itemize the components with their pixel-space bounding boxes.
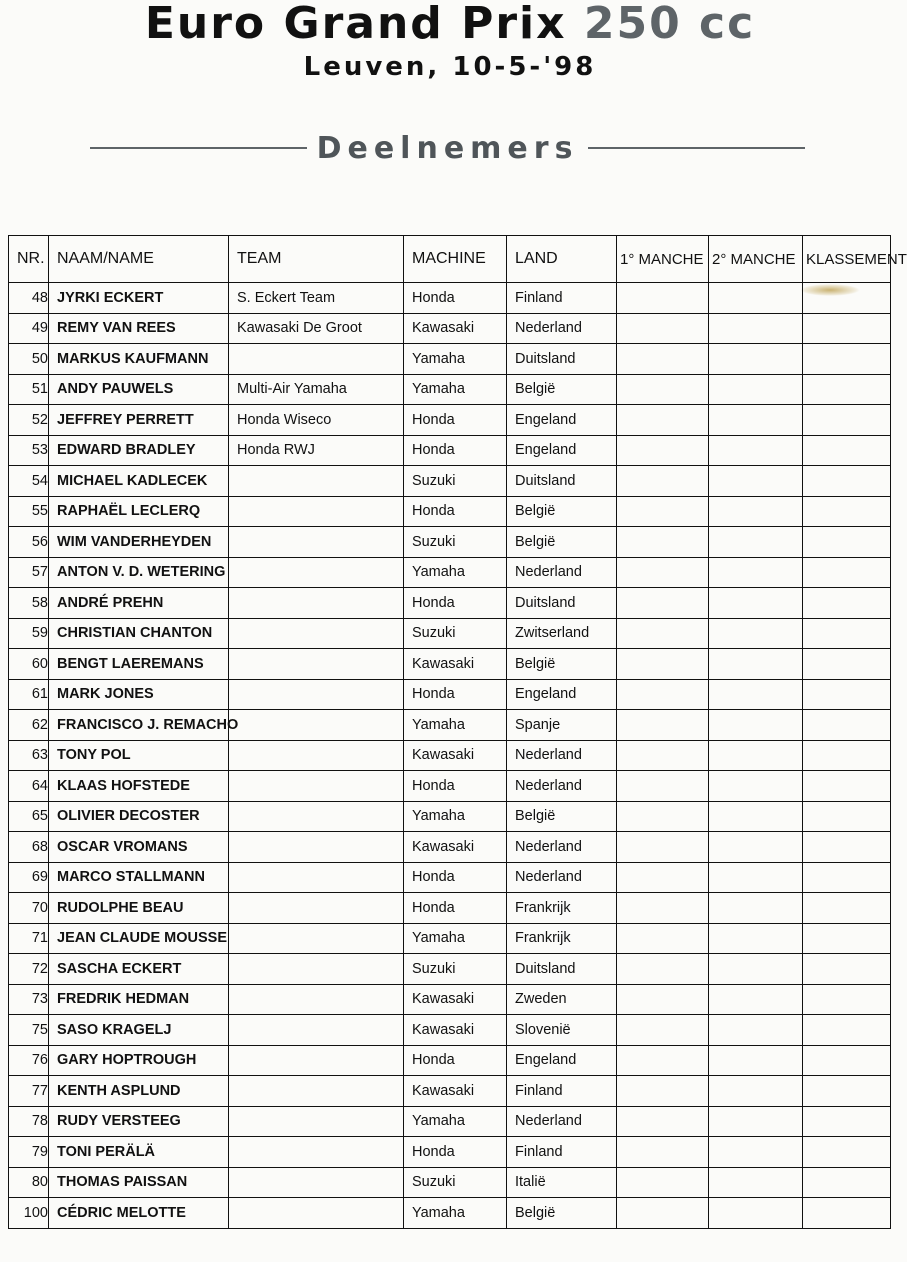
result-manche-2 — [709, 954, 803, 985]
column-header-manche-2: 2° MANCHE — [709, 236, 803, 283]
rider-team — [229, 984, 404, 1015]
rider-country: Nederland — [507, 740, 617, 771]
rider-team — [229, 1137, 404, 1168]
section-title: Deelnemers — [316, 130, 579, 166]
result-klassement — [803, 649, 891, 680]
result-manche-1 — [617, 954, 709, 985]
rider-number: 73 — [9, 984, 49, 1015]
rider-number: 56 — [9, 527, 49, 558]
result-manche-1 — [617, 435, 709, 466]
result-manche-2 — [709, 435, 803, 466]
rider-machine: Honda — [404, 1137, 507, 1168]
rider-name: OLIVIER DECOSTER — [49, 801, 229, 832]
result-klassement — [803, 801, 891, 832]
table-row — [9, 1167, 891, 1198]
rider-number: 58 — [9, 588, 49, 619]
rider-country: Nederland — [507, 557, 617, 588]
rider-number: 100 — [9, 1198, 49, 1229]
rider-number: 70 — [9, 893, 49, 924]
result-manche-2 — [709, 283, 803, 314]
rider-name: THOMAS PAISSAN — [49, 1167, 229, 1198]
rider-machine: Yamaha — [404, 1106, 507, 1137]
result-klassement — [803, 1106, 891, 1137]
result-manche-2 — [709, 893, 803, 924]
result-manche-1 — [617, 1076, 709, 1107]
rider-machine: Suzuki — [404, 466, 507, 497]
result-klassement — [803, 344, 891, 375]
column-header-klassement: KLASSEMENT — [803, 236, 891, 283]
column-header-land: LAND — [507, 236, 617, 283]
result-manche-1 — [617, 283, 709, 314]
rider-team — [229, 801, 404, 832]
rider-country: Duitsland — [507, 954, 617, 985]
result-manche-1 — [617, 679, 709, 710]
rider-country: België — [507, 374, 617, 405]
rider-number: 49 — [9, 313, 49, 344]
result-manche-1 — [617, 557, 709, 588]
rider-number: 65 — [9, 801, 49, 832]
rider-country: Nederland — [507, 771, 617, 802]
result-manche-1 — [617, 1137, 709, 1168]
result-manche-1 — [617, 1045, 709, 1076]
rider-machine: Yamaha — [404, 344, 507, 375]
rider-team — [229, 862, 404, 893]
table-row — [9, 984, 891, 1015]
rider-name: TONY POL — [49, 740, 229, 771]
page-title — [0, 0, 900, 48]
result-manche-2 — [709, 832, 803, 863]
table-row — [9, 710, 891, 741]
result-manche-1 — [617, 405, 709, 436]
rider-team — [229, 527, 404, 558]
table-row — [9, 740, 891, 771]
rider-machine: Yamaha — [404, 557, 507, 588]
rider-number: 61 — [9, 679, 49, 710]
participants-body — [9, 283, 891, 1229]
rider-machine: Kawasaki — [404, 740, 507, 771]
rider-number: 64 — [9, 771, 49, 802]
rider-team — [229, 557, 404, 588]
rider-country: Engeland — [507, 405, 617, 436]
table-row — [9, 466, 891, 497]
rider-number: 55 — [9, 496, 49, 527]
result-manche-1 — [617, 313, 709, 344]
rider-team: S. Eckert Team — [229, 283, 404, 314]
rider-name: EDWARD BRADLEY — [49, 435, 229, 466]
table-row — [9, 496, 891, 527]
rider-country: Nederland — [507, 313, 617, 344]
rider-team — [229, 1198, 404, 1229]
rider-machine: Honda — [404, 283, 507, 314]
rider-machine: Suzuki — [404, 618, 507, 649]
rider-team — [229, 1076, 404, 1107]
rider-team — [229, 344, 404, 375]
rider-country: Nederland — [507, 1106, 617, 1137]
result-manche-2 — [709, 344, 803, 375]
rider-number: 72 — [9, 954, 49, 985]
section-rule-left — [90, 147, 307, 149]
rider-number: 62 — [9, 710, 49, 741]
rider-country: Finland — [507, 283, 617, 314]
table-row — [9, 679, 891, 710]
rider-country: Duitsland — [507, 344, 617, 375]
result-klassement — [803, 557, 891, 588]
rider-name: RUDOLPHE BEAU — [49, 893, 229, 924]
rider-machine: Honda — [404, 893, 507, 924]
result-klassement — [803, 466, 891, 497]
rider-country: Finland — [507, 1137, 617, 1168]
rider-machine: Suzuki — [404, 527, 507, 558]
rider-country: Slovenië — [507, 1015, 617, 1046]
result-manche-2 — [709, 1076, 803, 1107]
result-klassement — [803, 1198, 891, 1229]
rider-number: 78 — [9, 1106, 49, 1137]
rider-team — [229, 618, 404, 649]
rider-country: Engeland — [507, 679, 617, 710]
rider-machine: Yamaha — [404, 801, 507, 832]
rider-machine: Kawasaki — [404, 832, 507, 863]
result-manche-1 — [617, 832, 709, 863]
table-row — [9, 527, 891, 558]
table-row — [9, 435, 891, 466]
result-manche-2 — [709, 1015, 803, 1046]
rider-number: 75 — [9, 1015, 49, 1046]
result-klassement — [803, 771, 891, 802]
result-manche-1 — [617, 618, 709, 649]
result-klassement — [803, 862, 891, 893]
rider-name: KENTH ASPLUND — [49, 1076, 229, 1107]
rider-name: RAPHAËL LECLERQ — [49, 496, 229, 527]
rider-machine: Kawasaki — [404, 1015, 507, 1046]
rider-name: BENGT LAEREMANS — [49, 649, 229, 680]
rider-team: Kawasaki De Groot — [229, 313, 404, 344]
table-row — [9, 862, 891, 893]
rider-country: Duitsland — [507, 466, 617, 497]
section-heading — [90, 128, 805, 168]
rider-number: 80 — [9, 1167, 49, 1198]
rider-number: 76 — [9, 1045, 49, 1076]
rider-team: Multi-Air Yamaha — [229, 374, 404, 405]
table-row — [9, 588, 891, 619]
rider-team — [229, 771, 404, 802]
result-klassement — [803, 527, 891, 558]
table-row — [9, 1137, 891, 1168]
table-row — [9, 893, 891, 924]
result-manche-1 — [617, 374, 709, 405]
table-row — [9, 1106, 891, 1137]
rider-country: Nederland — [507, 832, 617, 863]
table-row — [9, 313, 891, 344]
rider-name: ANDRÉ PREHN — [49, 588, 229, 619]
rider-name: ANTON V. D. WETERING — [49, 557, 229, 588]
result-klassement — [803, 923, 891, 954]
rider-number: 50 — [9, 344, 49, 375]
result-manche-1 — [617, 496, 709, 527]
rider-country: Frankrijk — [507, 923, 617, 954]
rider-number: 52 — [9, 405, 49, 436]
result-manche-2 — [709, 588, 803, 619]
result-manche-1 — [617, 1198, 709, 1229]
result-manche-2 — [709, 557, 803, 588]
rider-number: 63 — [9, 740, 49, 771]
rider-team — [229, 496, 404, 527]
result-klassement — [803, 740, 891, 771]
table-row — [9, 1198, 891, 1229]
rider-team — [229, 893, 404, 924]
result-manche-2 — [709, 1045, 803, 1076]
participants-table — [8, 235, 907, 1229]
rider-country: Zweden — [507, 984, 617, 1015]
result-klassement — [803, 283, 891, 314]
rider-name: OSCAR VROMANS — [49, 832, 229, 863]
rider-number: 77 — [9, 1076, 49, 1107]
result-manche-2 — [709, 740, 803, 771]
title-main: Euro Grand Prix — [144, 0, 567, 49]
result-manche-2 — [709, 405, 803, 436]
result-manche-2 — [709, 1167, 803, 1198]
rider-machine: Yamaha — [404, 374, 507, 405]
rider-country: België — [507, 649, 617, 680]
rider-name: SASCHA ECKERT — [49, 954, 229, 985]
result-klassement — [803, 984, 891, 1015]
result-manche-2 — [709, 313, 803, 344]
result-klassement — [803, 1045, 891, 1076]
column-header-name: NAAM/NAME — [49, 236, 229, 283]
rider-machine: Kawasaki — [404, 984, 507, 1015]
table-row — [9, 283, 891, 314]
result-manche-1 — [617, 588, 709, 619]
result-manche-2 — [709, 496, 803, 527]
rider-number: 68 — [9, 832, 49, 863]
result-manche-2 — [709, 1198, 803, 1229]
rider-machine: Honda — [404, 496, 507, 527]
result-klassement — [803, 832, 891, 863]
column-header-machine: MACHINE — [404, 236, 507, 283]
result-manche-2 — [709, 984, 803, 1015]
rider-team — [229, 649, 404, 680]
rider-team — [229, 1015, 404, 1046]
result-klassement — [803, 618, 891, 649]
result-manche-2 — [709, 1106, 803, 1137]
rider-name: FREDRIK HEDMAN — [49, 984, 229, 1015]
rider-name: SASO KRAGELJ — [49, 1015, 229, 1046]
rider-country: Zwitserland — [507, 618, 617, 649]
rider-number: 57 — [9, 557, 49, 588]
rider-name: GARY HOPTROUGH — [49, 1045, 229, 1076]
result-manche-1 — [617, 344, 709, 375]
rider-number: 60 — [9, 649, 49, 680]
result-manche-1 — [617, 862, 709, 893]
rider-team — [229, 710, 404, 741]
rider-name: CHRISTIAN CHANTON — [49, 618, 229, 649]
rider-machine: Yamaha — [404, 923, 507, 954]
column-header-team: TEAM — [229, 236, 404, 283]
result-manche-2 — [709, 649, 803, 680]
rider-machine: Kawasaki — [404, 1076, 507, 1107]
rider-name: JYRKI ECKERT — [49, 283, 229, 314]
result-klassement — [803, 1076, 891, 1107]
rider-machine: Kawasaki — [404, 313, 507, 344]
result-klassement — [803, 710, 891, 741]
result-manche-1 — [617, 1167, 709, 1198]
result-klassement — [803, 954, 891, 985]
rider-team — [229, 679, 404, 710]
table-row — [9, 832, 891, 863]
rider-number: 79 — [9, 1137, 49, 1168]
rider-machine: Honda — [404, 679, 507, 710]
rider-country: Spanje — [507, 710, 617, 741]
table-row — [9, 374, 891, 405]
section-rule-right — [588, 147, 805, 149]
table-row — [9, 618, 891, 649]
rider-machine: Yamaha — [404, 710, 507, 741]
table-row — [9, 405, 891, 436]
result-klassement — [803, 1015, 891, 1046]
result-manche-2 — [709, 801, 803, 832]
rider-name: CÉDRIC MELOTTE — [49, 1198, 229, 1229]
rider-number: 48 — [9, 283, 49, 314]
result-manche-2 — [709, 374, 803, 405]
rider-name: KLAAS HOFSTEDE — [49, 771, 229, 802]
result-manche-2 — [709, 862, 803, 893]
rider-team — [229, 832, 404, 863]
rider-country: Engeland — [507, 435, 617, 466]
rider-team — [229, 740, 404, 771]
result-manche-1 — [617, 771, 709, 802]
rider-number: 53 — [9, 435, 49, 466]
result-manche-1 — [617, 527, 709, 558]
rider-machine: Honda — [404, 405, 507, 436]
rider-team — [229, 954, 404, 985]
column-header-nr: NR. — [9, 236, 49, 283]
result-klassement — [803, 1167, 891, 1198]
result-klassement — [803, 405, 891, 436]
result-manche-1 — [617, 984, 709, 1015]
result-manche-2 — [709, 710, 803, 741]
rider-team — [229, 466, 404, 497]
rider-country: Nederland — [507, 862, 617, 893]
table-row — [9, 557, 891, 588]
result-manche-1 — [617, 740, 709, 771]
result-manche-1 — [617, 1106, 709, 1137]
rider-name: JEAN CLAUDE MOUSSE — [49, 923, 229, 954]
rider-country: Italië — [507, 1167, 617, 1198]
rider-name: JEFFREY PERRETT — [49, 405, 229, 436]
rider-machine: Kawasaki — [404, 649, 507, 680]
rider-team — [229, 588, 404, 619]
table-header-row — [9, 236, 891, 283]
rider-machine: Honda — [404, 435, 507, 466]
result-manche-2 — [709, 466, 803, 497]
table-row — [9, 344, 891, 375]
rider-name: MARCO STALLMANN — [49, 862, 229, 893]
result-manche-1 — [617, 710, 709, 741]
rider-name: ANDY PAUWELS — [49, 374, 229, 405]
rider-country: België — [507, 527, 617, 558]
rider-country: Frankrijk — [507, 893, 617, 924]
table-row — [9, 1045, 891, 1076]
rider-country: Finland — [507, 1076, 617, 1107]
result-klassement — [803, 1137, 891, 1168]
rider-machine: Honda — [404, 1045, 507, 1076]
result-klassement — [803, 313, 891, 344]
rider-machine: Honda — [404, 588, 507, 619]
rider-team: Honda RWJ — [229, 435, 404, 466]
table-row — [9, 771, 891, 802]
rider-country: België — [507, 801, 617, 832]
result-klassement — [803, 893, 891, 924]
rider-machine: Honda — [404, 771, 507, 802]
table-row — [9, 1015, 891, 1046]
result-manche-1 — [617, 466, 709, 497]
rider-team: Honda Wiseco — [229, 405, 404, 436]
result-manche-2 — [709, 771, 803, 802]
result-klassement — [803, 374, 891, 405]
table-row — [9, 801, 891, 832]
result-manche-1 — [617, 923, 709, 954]
rider-team — [229, 923, 404, 954]
table-row — [9, 923, 891, 954]
rider-machine: Suzuki — [404, 954, 507, 985]
rider-country: Duitsland — [507, 588, 617, 619]
rider-name: MICHAEL KADLECEK — [49, 466, 229, 497]
rider-name: REMY VAN REES — [49, 313, 229, 344]
rider-machine: Honda — [404, 862, 507, 893]
result-manche-2 — [709, 527, 803, 558]
result-klassement — [803, 679, 891, 710]
table-row — [9, 649, 891, 680]
result-manche-2 — [709, 618, 803, 649]
table-row — [9, 1076, 891, 1107]
rider-machine: Yamaha — [404, 1198, 507, 1229]
result-manche-1 — [617, 649, 709, 680]
rider-name: WIM VANDERHEYDEN — [49, 527, 229, 558]
rider-number: 51 — [9, 374, 49, 405]
rider-name: TONI PERÄLÄ — [49, 1137, 229, 1168]
result-manche-2 — [709, 1137, 803, 1168]
result-manche-2 — [709, 679, 803, 710]
result-klassement — [803, 496, 891, 527]
rider-number: 54 — [9, 466, 49, 497]
rider-name: RUDY VERSTEEG — [49, 1106, 229, 1137]
rider-machine: Suzuki — [404, 1167, 507, 1198]
result-klassement — [803, 435, 891, 466]
rider-team — [229, 1045, 404, 1076]
rider-country: België — [507, 496, 617, 527]
rider-number: 69 — [9, 862, 49, 893]
rider-country: Engeland — [507, 1045, 617, 1076]
result-klassement — [803, 588, 891, 619]
result-manche-1 — [617, 893, 709, 924]
rider-country: België — [507, 1198, 617, 1229]
rider-name: MARK JONES — [49, 679, 229, 710]
result-manche-1 — [617, 801, 709, 832]
column-header-manche-1: 1° MANCHE — [617, 236, 709, 283]
rider-number: 71 — [9, 923, 49, 954]
result-manche-2 — [709, 923, 803, 954]
rider-team — [229, 1167, 404, 1198]
rider-name: FRANCISCO J. REMACHO — [49, 710, 229, 741]
rider-name: MARKUS KAUFMANN — [49, 344, 229, 375]
rider-number: 59 — [9, 618, 49, 649]
title-class: 250 cc — [583, 0, 756, 49]
result-manche-1 — [617, 1015, 709, 1046]
table-row — [9, 954, 891, 985]
event-subtitle: Leuven, 10-5-'98 — [303, 52, 597, 82]
rider-team — [229, 1106, 404, 1137]
